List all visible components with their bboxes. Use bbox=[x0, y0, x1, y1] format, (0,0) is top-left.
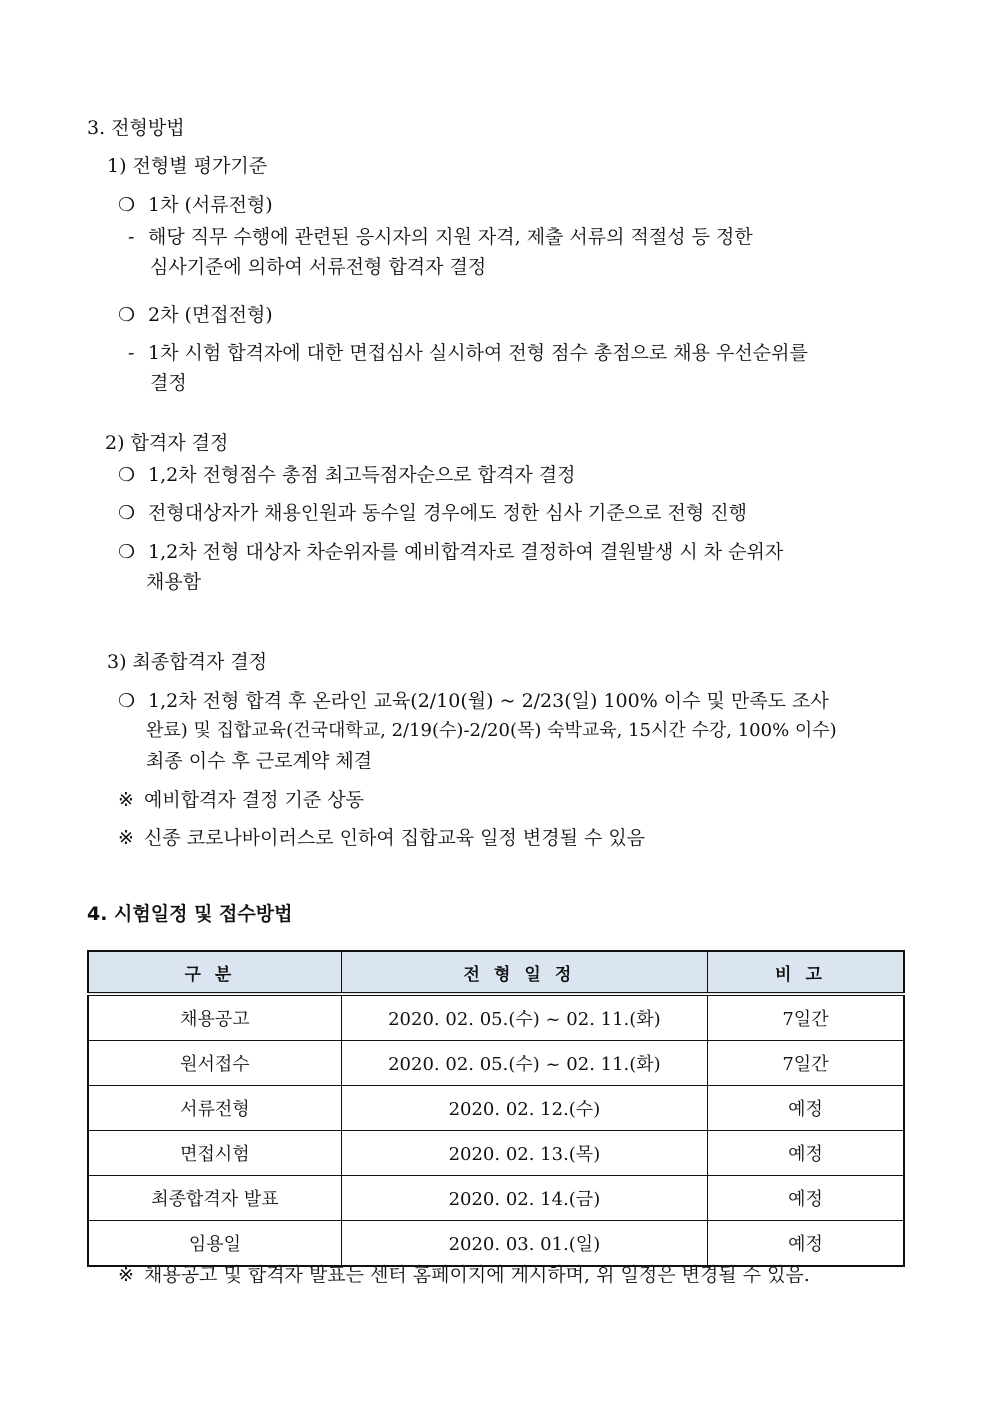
cell-category: 면접시험 bbox=[88, 1131, 341, 1176]
circle-bullet-icon: ❍ bbox=[118, 464, 136, 486]
criteria-item-2-line2: 결정 bbox=[150, 372, 187, 394]
final-item-line1: 1,2차 전형 합격 후 온라인 교육(2/10(월) ~ 2/23(일) 100% 이수 및 만족도 조사 bbox=[148, 690, 829, 712]
decision-item-1 bbox=[118, 462, 576, 488]
cell-remarks: 예정 bbox=[707, 1176, 904, 1221]
criteria-item-2-line1: 1차 시험 합격자에 대한 면접심사 실시하여 전형 점수 총점으로 채용 우선순위를 bbox=[148, 342, 808, 364]
subsection-1-title: 1) 전형별 평가기준 bbox=[107, 155, 268, 177]
table-row bbox=[88, 1176, 904, 1221]
section-3-title: 3. 전형방법 bbox=[87, 117, 185, 139]
note-2-text: 신종 코로나바이러스로 인하여 집합교육 일정 변경될 수 있음 bbox=[144, 827, 646, 849]
table-header-row bbox=[88, 951, 904, 994]
decision-item-3-line2: 채용함 bbox=[146, 571, 202, 593]
decision-item-2-text: 전형대상자가 채용인원과 동수일 경우에도 정한 심사 기준으로 전형 진행 bbox=[148, 502, 747, 524]
header-remarks: 비고 bbox=[707, 951, 904, 994]
subsection-2-title: 2) 합격자 결정 bbox=[105, 432, 229, 454]
cell-remarks: 7일간 bbox=[707, 994, 904, 1041]
dash-marker: - bbox=[128, 226, 135, 248]
criteria-item-1-desc bbox=[128, 224, 753, 250]
table-row bbox=[88, 1221, 904, 1267]
final-item-line3: 최종 이수 후 근로계약 체결 bbox=[146, 750, 373, 772]
header-schedule: 전형일정 bbox=[341, 951, 707, 994]
cell-schedule: 2020. 02. 12.(수) bbox=[341, 1086, 707, 1131]
criteria-item-1-head: 1차 (서류전형) bbox=[148, 194, 273, 216]
table-row bbox=[88, 1131, 904, 1176]
cell-schedule: 2020. 02. 05.(수) ~ 02. 11.(화) bbox=[341, 1041, 707, 1086]
note-1-text: 예비합격자 결정 기준 상동 bbox=[144, 789, 365, 811]
criteria-item-2 bbox=[118, 302, 273, 328]
header-category: 구분 bbox=[88, 951, 341, 994]
decision-item-2 bbox=[118, 500, 747, 526]
cell-category: 서류전형 bbox=[88, 1086, 341, 1131]
final-item bbox=[118, 688, 829, 714]
section-4-title: 4. 시험일정 및 접수방법 bbox=[87, 903, 293, 925]
decision-item-3-text: 1,2차 전형 대상자 차순위자를 예비합격자로 결정하여 결원발생 시 차 순위자 bbox=[148, 541, 784, 563]
schedule-table bbox=[87, 950, 905, 1267]
reference-mark-icon: ※ bbox=[118, 789, 134, 811]
criteria-item-1-line2: 심사기준에 의하여 서류전형 합격자 결정 bbox=[150, 256, 487, 278]
cell-remarks: 예정 bbox=[707, 1131, 904, 1176]
table-note bbox=[118, 1262, 810, 1288]
note-2 bbox=[118, 825, 645, 851]
table-row bbox=[88, 1041, 904, 1086]
circle-bullet-icon: ❍ bbox=[118, 541, 136, 563]
reference-mark-icon: ※ bbox=[118, 827, 134, 849]
criteria-item-1-line1: 해당 직무 수행에 관련된 응시자의 지원 자격, 제출 서류의 적절성 등 정한 bbox=[148, 226, 753, 248]
final-item-line2: 완료) 및 집합교육(건국대학교, 2/19(수)-2/20(목) 숙박교육, 15시간 수강, 100% 이수) bbox=[146, 720, 837, 741]
decision-item-1-text: 1,2차 전형점수 총점 최고득점자순으로 합격자 결정 bbox=[148, 464, 576, 486]
cell-remarks: 예정 bbox=[707, 1221, 904, 1267]
cell-schedule: 2020. 02. 13.(목) bbox=[341, 1131, 707, 1176]
cell-category: 채용공고 bbox=[88, 994, 341, 1041]
cell-category: 임용일 bbox=[88, 1221, 341, 1267]
table-note-text: 채용공고 및 합격자 발표는 센터 홈페이지에 게시하며, 위 일정은 변경될 수 있음. bbox=[144, 1264, 810, 1286]
cell-schedule: 2020. 02. 14.(금) bbox=[341, 1176, 707, 1221]
table-row bbox=[88, 1086, 904, 1131]
decision-item-3 bbox=[118, 539, 783, 565]
criteria-item-2-desc bbox=[128, 340, 808, 366]
note-1 bbox=[118, 787, 364, 813]
circle-bullet-icon: ❍ bbox=[118, 690, 136, 712]
cell-category: 원서접수 bbox=[88, 1041, 341, 1086]
circle-bullet-icon: ❍ bbox=[118, 502, 136, 524]
cell-schedule: 2020. 02. 05.(수) ~ 02. 11.(화) bbox=[341, 994, 707, 1041]
cell-remarks: 7일간 bbox=[707, 1041, 904, 1086]
cell-remarks: 예정 bbox=[707, 1086, 904, 1131]
circle-bullet-icon: ❍ bbox=[118, 194, 136, 216]
subsection-3-title: 3) 최종합격자 결정 bbox=[107, 651, 268, 673]
criteria-item-1 bbox=[118, 192, 273, 218]
circle-bullet-icon: ❍ bbox=[118, 304, 136, 326]
cell-schedule: 2020. 03. 01.(일) bbox=[341, 1221, 707, 1267]
reference-mark-icon: ※ bbox=[118, 1264, 134, 1286]
cell-category: 최종합격자 발표 bbox=[88, 1176, 341, 1221]
dash-marker: - bbox=[128, 342, 135, 364]
criteria-item-2-head: 2차 (면접전형) bbox=[148, 304, 273, 326]
table-row bbox=[88, 994, 904, 1041]
